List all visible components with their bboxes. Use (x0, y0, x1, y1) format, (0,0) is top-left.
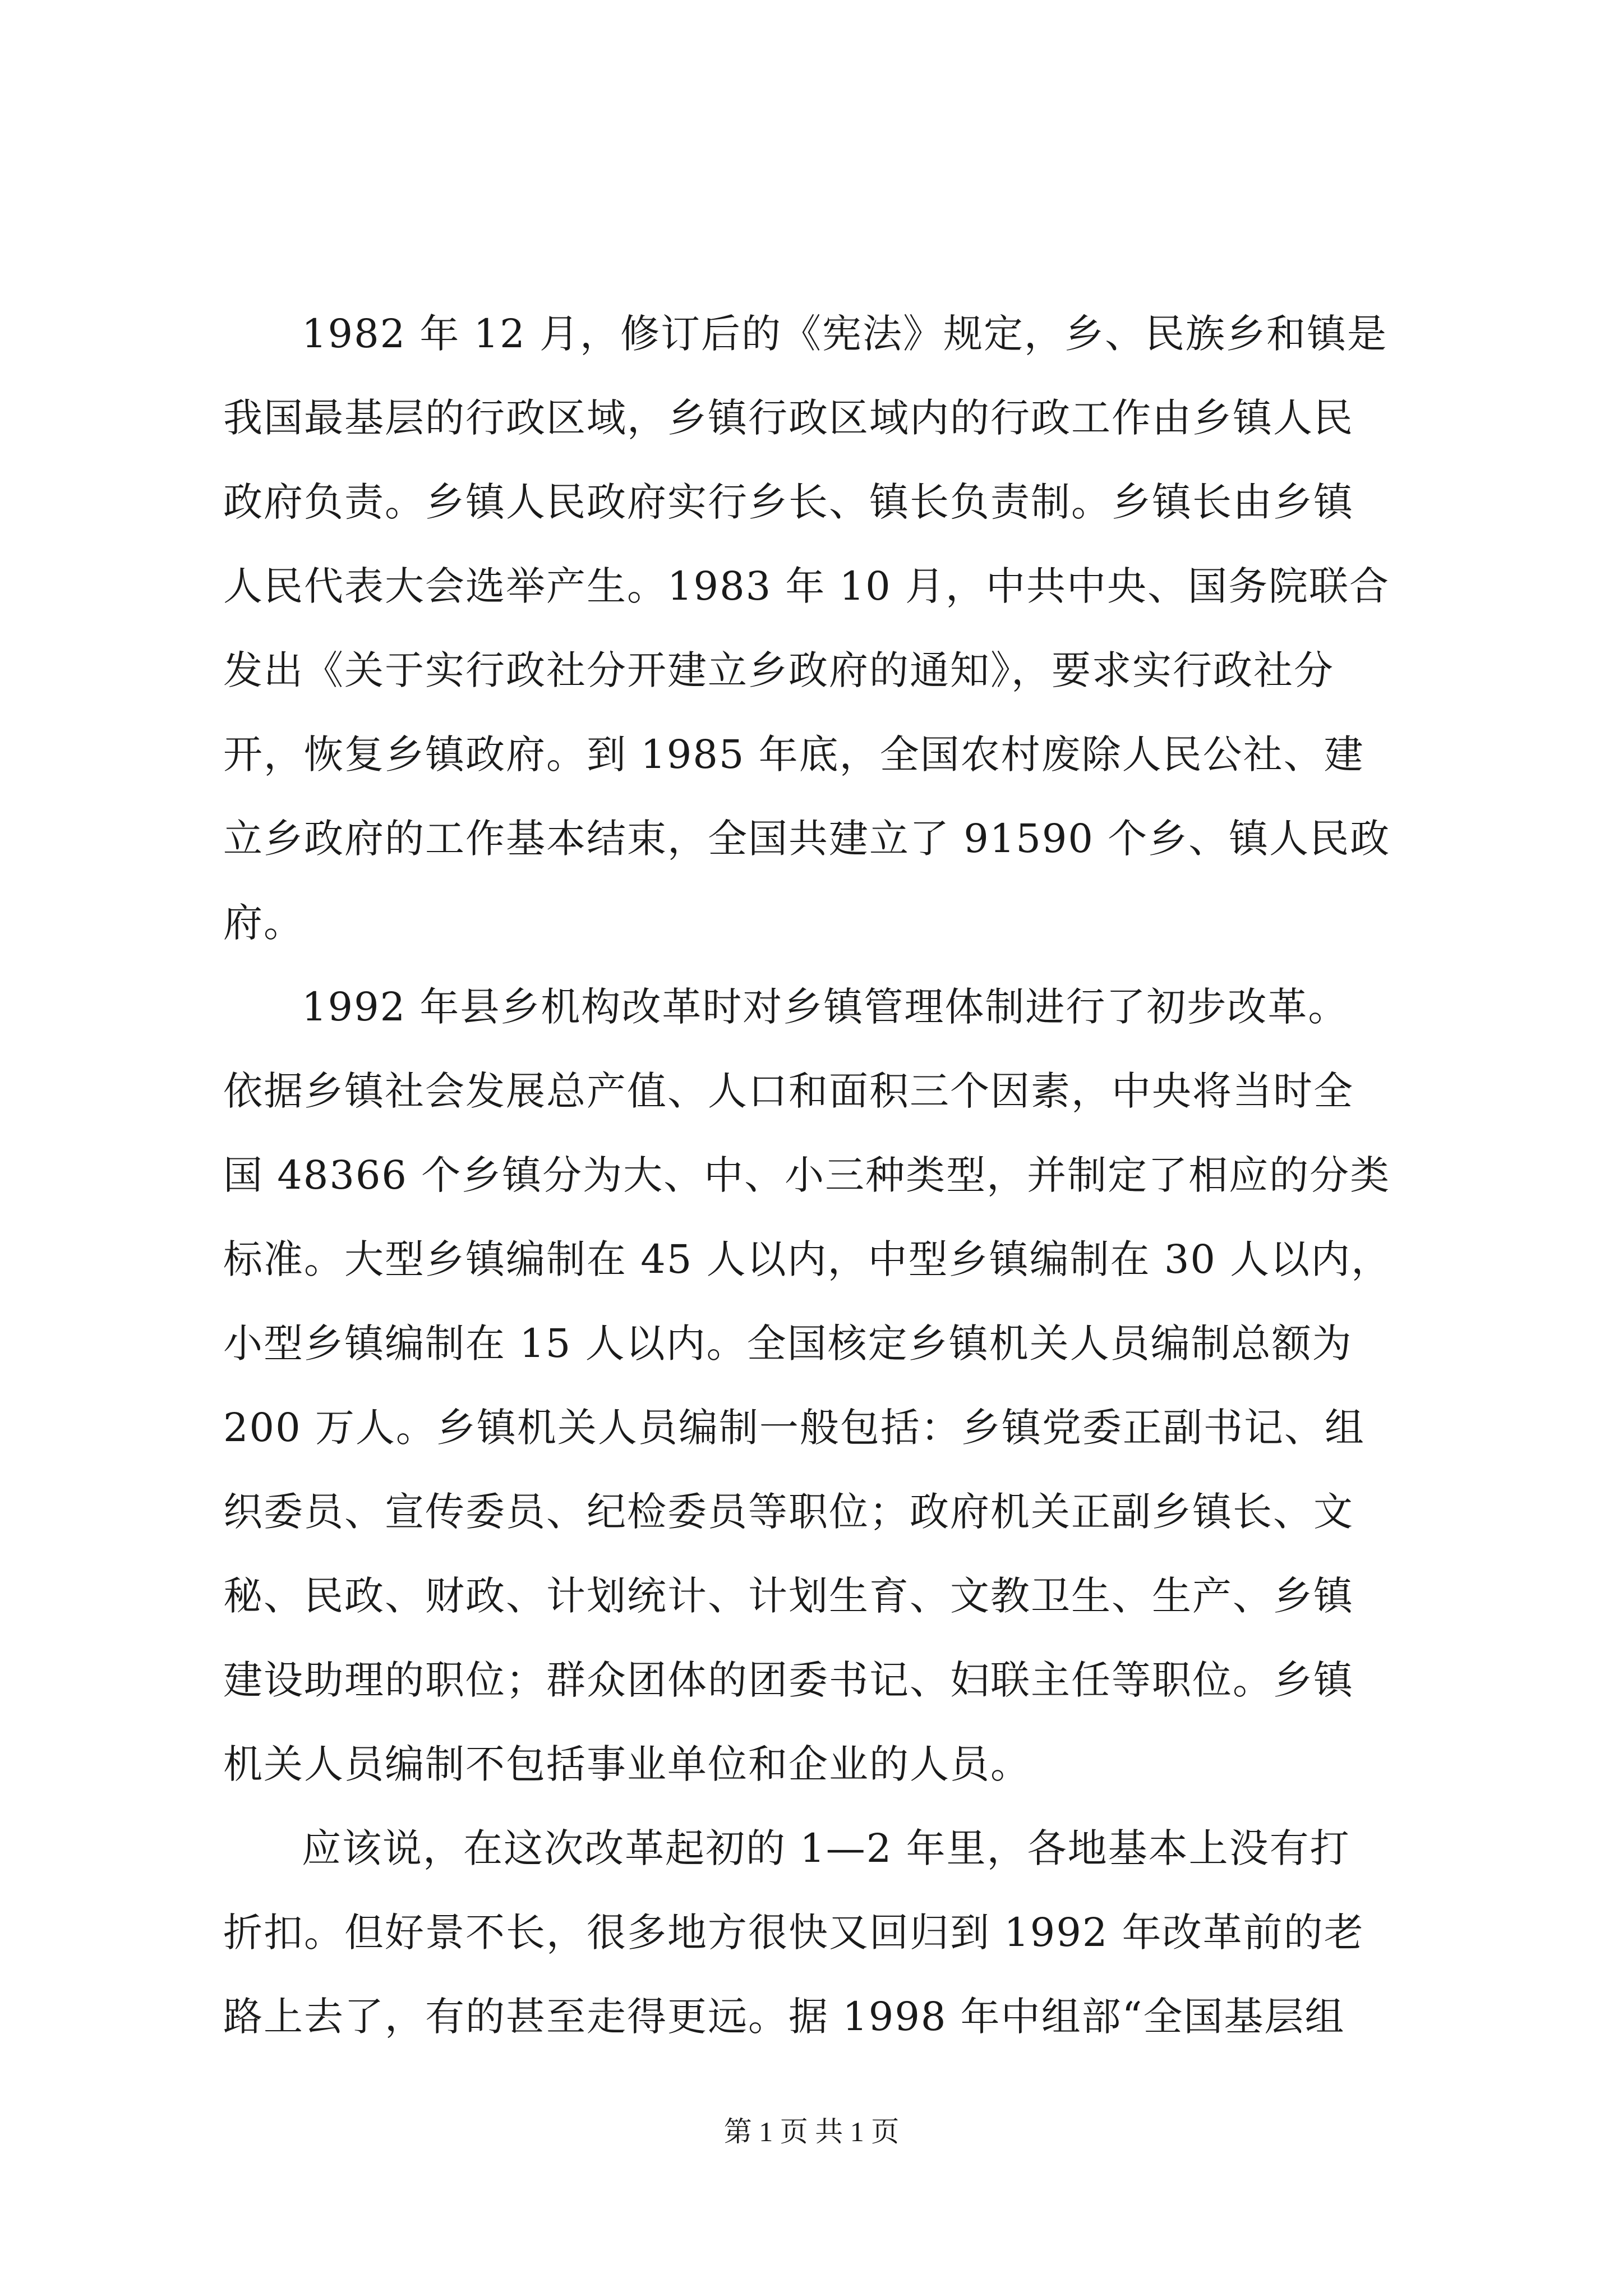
text-line: 折扣。但好景不长，很多地方很快又回归到 1992 年改革前的老 (223, 1910, 1364, 1955)
text-line: 政府负责。乡镇人民政府实行乡长、镇长负责制。乡镇长由乡镇 (223, 479, 1354, 525)
paragraph-3 (223, 1806, 1446, 2059)
text-line: 开，恢复乡镇政府。到 1985 年底，全国农村废除人民公社、建 (223, 731, 1364, 777)
text-line: 我国最基层的行政区域，乡镇行政区域内的行政工作由乡镇人民 (223, 395, 1354, 441)
page-footer: 第 1 页 共 1 页 (723, 2116, 900, 2147)
text-line: 建设助理的职位；群众团体的团委书记、妇联主任等职位。乡镇 (223, 1657, 1354, 1703)
text-line: 发出《关于实行政社分开建立乡政府的通知》，要求实行政社分 (223, 647, 1334, 693)
text-line: 应该说，在这次改革起初的 1—2 年里，各地基本上没有打 (302, 1825, 1350, 1871)
paragraph-1 (223, 292, 1446, 965)
text-line: 200 万人。乡镇机关人员编制一般包括：乡镇党委正副书记、组 (223, 1405, 1365, 1451)
text-line: 人民代表大会选举产生。1983 年 10 月，中共中央、国务院联合 (223, 563, 1390, 609)
text-line: 标准。大型乡镇编制在 45 人以内，中型乡镇编制在 30 人以内， (223, 1236, 1392, 1282)
text-line: 国 48366 个乡镇分为大、中、小三种类型，并制定了相应的分类 (223, 1152, 1391, 1198)
text-line: 小型乡镇编制在 15 人以内。全国核定乡镇机关人员编制总额为 (223, 1320, 1353, 1366)
document-body (223, 292, 1446, 2059)
text-line: 依据乡镇社会发展总产值、人口和面积三个因素，中央将当时全 (223, 1068, 1354, 1114)
text-line: 府。 (223, 900, 304, 946)
text-line: 立乡政府的工作基本结束，全国共建立了 91590 个乡、镇人民政 (223, 816, 1391, 862)
text-line: 秘、民政、财政、计划统计、计划生育、文教卫生、生产、乡镇 (223, 1573, 1354, 1619)
text-line: 路上去了，有的甚至走得更远。据 1998 年中组部“全国基层组 (223, 1994, 1345, 2040)
paragraph-2 (223, 965, 1446, 1806)
text-line: 1982 年 12 月，修订后的《宪法》规定，乡、民族乡和镇是 (302, 311, 1387, 357)
text-line: 机关人员编制不包括事业单位和企业的人员。 (223, 1741, 1031, 1787)
text-line: 织委员、宣传委员、纪检委员等职位；政府机关正副乡镇长、文 (223, 1489, 1354, 1535)
text-line: 1992 年县乡机构改革时对乡镇管理体制进行了初步改革。 (302, 984, 1349, 1030)
